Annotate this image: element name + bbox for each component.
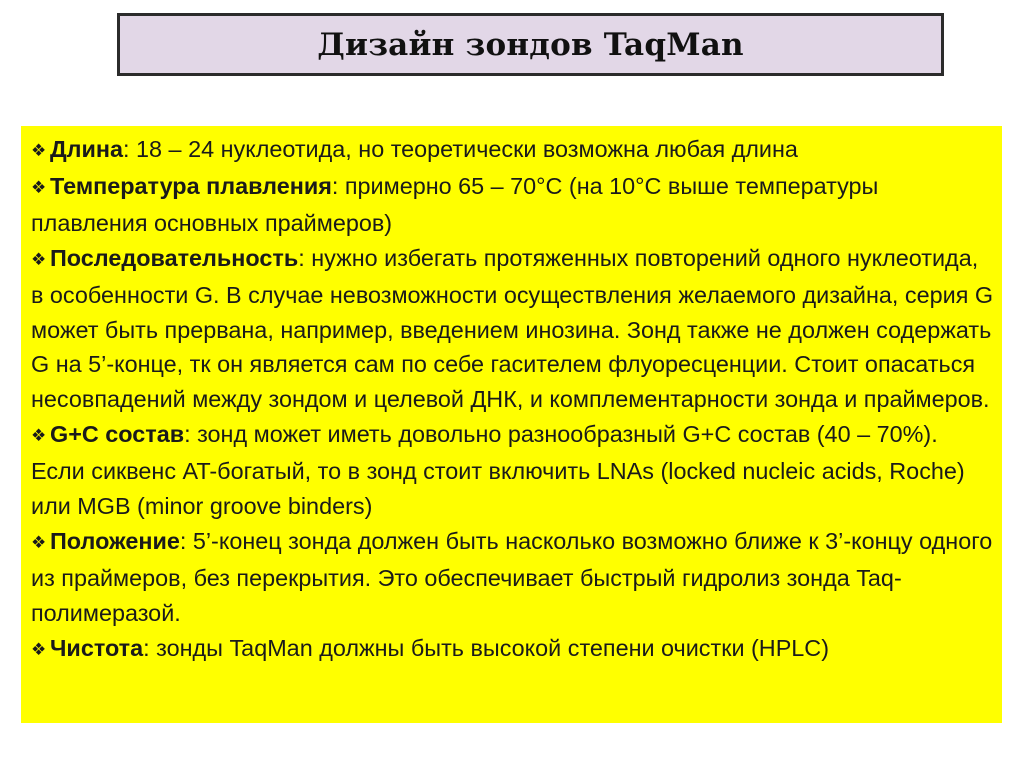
diamond-bullet-icon: ❖ xyxy=(31,141,47,160)
item-term: Длина xyxy=(50,136,124,162)
list-item-gc-content xyxy=(31,417,994,524)
diamond-bullet-icon: ❖ xyxy=(31,426,47,446)
diamond-bullet-icon: ❖ xyxy=(31,177,47,197)
slide-title: Дизайн зондов TaqMan xyxy=(317,26,744,63)
list-item-position xyxy=(31,524,994,631)
item-text: : 18 – 24 нуклеотида, но теоретически возможна любая длина xyxy=(123,136,798,162)
list-item-purity xyxy=(31,631,994,668)
item-term: G+C состав xyxy=(50,421,185,448)
title-box xyxy=(117,13,944,76)
list-item-melting-temperature xyxy=(31,169,994,241)
item-text: : нужно избегать протяженных повторений одного нуклеотида, в особенности G. В случае невозможности осуществления желаемого дизайна, серия G может быть прервана, например, введением инозина. Зонд также не должен содержать G на 5’-конце, тк он является сам по себе гасителем флуоресценции. Стоит опасаться несовпадений между зондом и целевой ДНК, и комплементарности зонда и праймеров. xyxy=(31,244,994,413)
item-text: : зонд может иметь довольно разнообразный G+C состав (40 – 70%). Если сиквенс AT-богатый, то в зонд стоит включить LNAs (locked nucleic acids, Roche) или MGB (minor groove binders) xyxy=(31,421,965,520)
diamond-bullet-icon: ❖ xyxy=(31,249,47,269)
item-term: Положение xyxy=(50,527,180,554)
item-text: : примерно 65 – 70°C (на 10°C выше температуры плавления основных праймеров) xyxy=(31,172,879,236)
diamond-bullet-icon: ❖ xyxy=(31,639,47,659)
diamond-bullet-icon: ❖ xyxy=(31,532,47,552)
item-text: : зонды TaqMan должны быть высокой степени очистки (HPLC) xyxy=(143,634,829,661)
content-box xyxy=(21,126,1002,723)
list-item-length xyxy=(31,132,994,169)
item-term: Чистота xyxy=(50,634,144,661)
list-item-sequence xyxy=(31,241,994,418)
item-text: : 5’-конец зонда должен быть насколько возможно ближе к 3’-концу одного из праймеров, без перекрытия. Это обеспечивает быстрый гидролиз зонда Taq-полимеразой. xyxy=(31,527,993,626)
item-term: Последовательность xyxy=(50,244,299,271)
item-term: Температура плавления xyxy=(50,172,332,199)
